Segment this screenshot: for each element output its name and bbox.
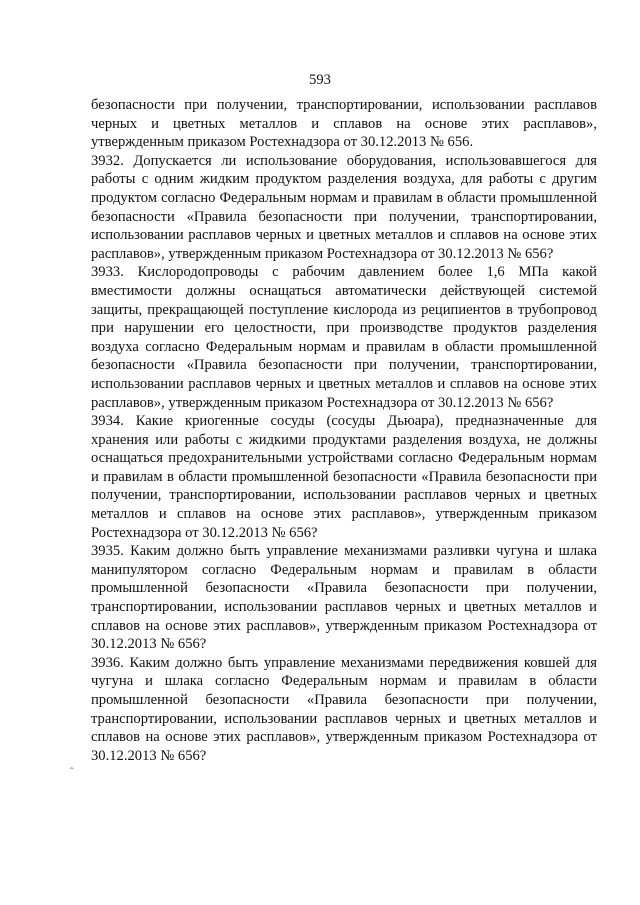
question-3934: 3934. Какие криогенные сосуды (сосуды Дьюара), предназначенные для хранения или работы с жидкими продуктами разделения воздуха, не должны оснащаться предохранительными устройствами согласно Федеральным нормам и правилам в области промышленной безопасности «Правила безопасности при получении, транспортировании, использовании расплавов черных и цветных металлов и сплавов на основе этих расплавов», утвержденным приказом Ростехнадзора от 30.12.2013 № 656? — [91, 413, 597, 541]
margin-scan-mark: ˆ — [70, 766, 74, 778]
question-3936: 3936. Каким должно быть управление механизмами передвижения ковшей для чугуна и шлака согласно Федеральным нормам и правилам в области промышленной безопасности «Правила безопасности при получении, транспортировании, использовании расплавов черных и цветных металлов и сплавов на основе этих расплавов», утвержденным приказом Ростехнадзора от 30.12.2013 № 656? — [91, 654, 597, 764]
body-text — [91, 96, 597, 765]
question-3932: 3932. Допускается ли использование оборудования, использовавшегося для работы с одним жидким продуктом разделения воздуха, для работы с другим продуктом согласно Федеральным нормам и правилам в области промышленной безопасности «Правила безопасности при получении, транспортировании, использовании расплавов черных и цветных металлов и сплавов на основе этих расплавов», утвержденным приказом Ростехнадзора от 30.12.2013 № 656? — [91, 152, 597, 262]
question-3933: 3933. Кислородопроводы с рабочим давлением более 1,6 МПа какой вместимости должны оснащаться автоматически действующей системой защиты, прекращающей поступление кислорода из реципиентов в трубопровод при нарушении его целостности, при производстве продуктов разделения воздуха согласно Федеральным нормам и правилам в области промышленной безопасности «Правила безопасности при получении, транспортировании, использовании расплавов черных и цветных металлов и сплавов на основе этих расплавов», утвержденным приказом Ростехнадзора от 30.12.2013 № 656? — [91, 264, 597, 411]
paragraph-continuation: безопасности при получении, транспортировании, использовании расплавов черных и цветных металлов и сплавов на основе этих расплавов», утвержденным приказом Ростехнадзора от 30.12.2013 № 656. — [91, 97, 597, 151]
question-3935: 3935. Каким должно быть управление механизмами разливки чугуна и шлака манипулятором согласно Федеральным нормам и правилам в области промышленной безопасности «Правила безопасности при получении, транспортировании, использовании расплавов черных и цветных металлов и сплавов на основе этих расплавов», утвержденным приказом Ростехнадзора от 30.12.2013 № 656? — [91, 543, 597, 653]
page-number: 593 — [309, 72, 331, 88]
